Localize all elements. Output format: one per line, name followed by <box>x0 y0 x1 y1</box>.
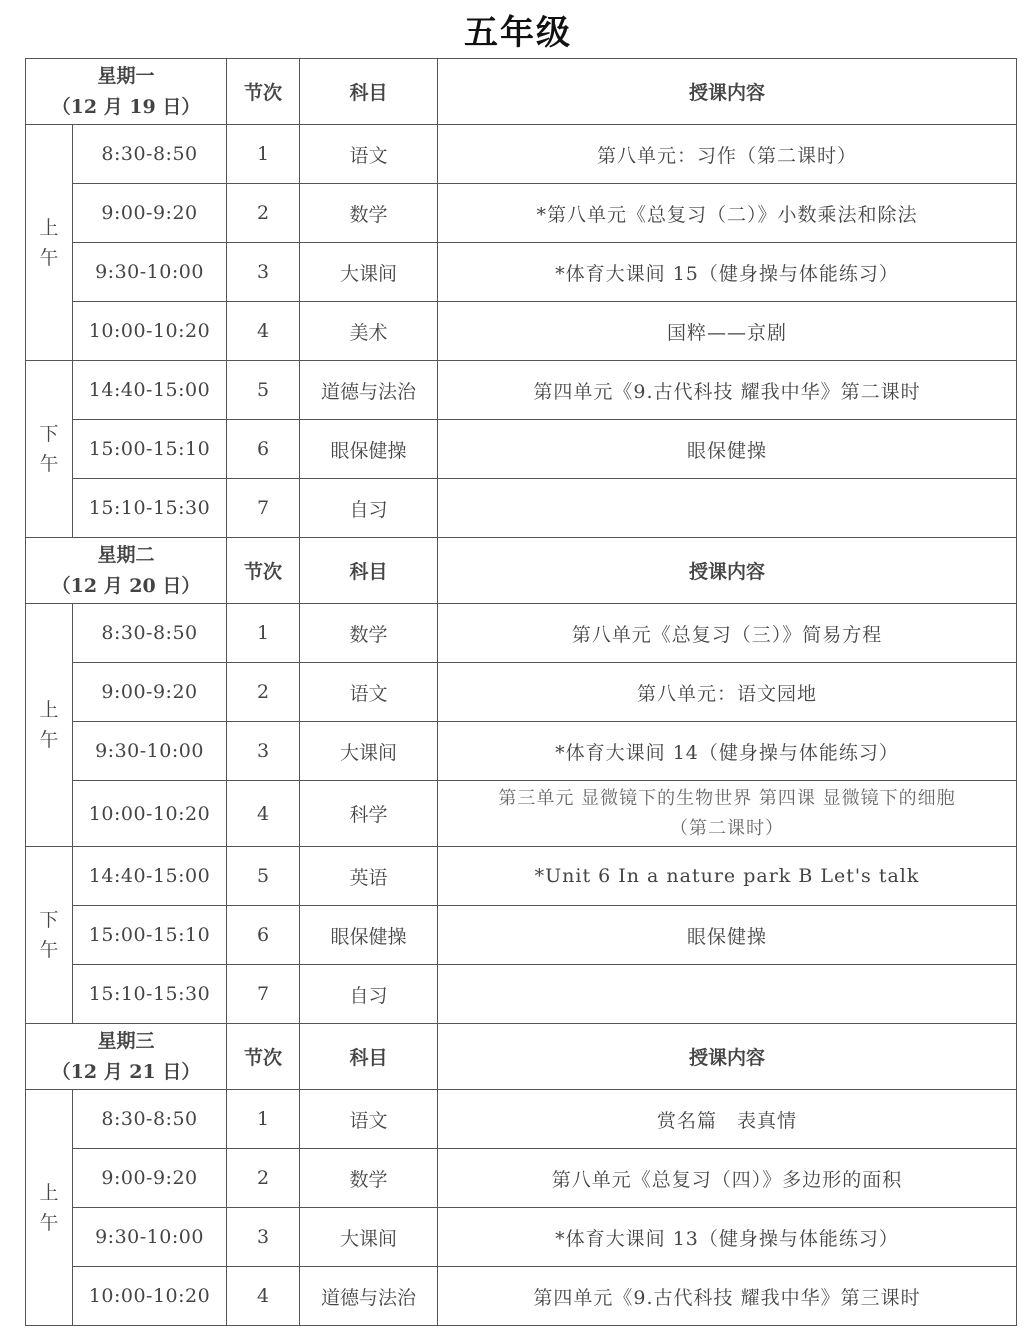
day-date: （12 月 20 日） <box>51 574 201 597</box>
content-cell <box>438 781 1017 847</box>
num-cell: 5 <box>227 847 300 906</box>
num-cell: 7 <box>227 479 300 538</box>
content-cell <box>438 479 1017 538</box>
page-title: 五年级 <box>464 13 572 53</box>
num-cell: 3 <box>227 1208 300 1267</box>
subject-cell: 英语 <box>300 847 438 906</box>
num-cell: 5 <box>227 361 300 420</box>
num-cell: 7 <box>227 965 300 1024</box>
subject-cell: 眼保健操 <box>300 906 438 965</box>
subject-cell: 语文 <box>300 663 438 722</box>
subject-cell: 数学 <box>300 604 438 663</box>
day-name: 星期三 <box>97 1029 155 1052</box>
subject-cell: 语文 <box>300 125 438 184</box>
table-row <box>26 420 1017 479</box>
header-subject: 科目 <box>300 1024 438 1090</box>
content-cell: 第八单元《总复习（三）》简易方程 <box>438 604 1017 663</box>
day-cell <box>26 538 227 604</box>
header-content: 授课内容 <box>438 1024 1017 1090</box>
time-cell: 15:00-15:10 <box>73 906 227 965</box>
header-subject: 科目 <box>300 59 438 125</box>
header-content: 授课内容 <box>438 59 1017 125</box>
num-cell: 6 <box>227 420 300 479</box>
day-header-row <box>26 1024 1017 1090</box>
content-cell: *体育大课间 13（健身操与体能练习） <box>438 1208 1017 1267</box>
schedule-table <box>25 58 1017 1326</box>
day-date: （12 月 21 日） <box>51 1060 201 1083</box>
content-cell: 国粹——京剧 <box>438 302 1017 361</box>
time-cell: 9:00-9:20 <box>73 1149 227 1208</box>
day-date: （12 月 19 日） <box>51 95 201 118</box>
table-row <box>26 479 1017 538</box>
num-cell: 6 <box>227 906 300 965</box>
time-cell: 15:00-15:10 <box>73 420 227 479</box>
content-cell: 第四单元《9.古代科技 耀我中华》第二课时 <box>438 361 1017 420</box>
table-row <box>26 1267 1017 1326</box>
subject-cell: 大课间 <box>300 243 438 302</box>
content-cell: 第八单元：习作（第二课时） <box>438 125 1017 184</box>
time-cell: 8:30-8:50 <box>73 604 227 663</box>
num-cell: 3 <box>227 722 300 781</box>
num-cell: 1 <box>227 1090 300 1149</box>
time-cell: 8:30-8:50 <box>73 125 227 184</box>
time-cell: 9:30-10:00 <box>73 1208 227 1267</box>
subject-cell: 数学 <box>300 1149 438 1208</box>
table-row <box>26 1090 1017 1149</box>
table-row <box>26 781 1017 847</box>
num-cell: 1 <box>227 604 300 663</box>
num-cell: 2 <box>227 663 300 722</box>
period-morning: 上 午 <box>26 604 73 847</box>
period-morning: 上 午 <box>26 1090 73 1326</box>
header-content: 授课内容 <box>438 538 1017 604</box>
period-afternoon: 下 午 <box>26 847 73 1024</box>
content-cell: 眼保健操 <box>438 906 1017 965</box>
table-row <box>26 906 1017 965</box>
table-row <box>26 361 1017 420</box>
content-cell <box>438 965 1017 1024</box>
time-cell: 9:00-9:20 <box>73 184 227 243</box>
time-cell: 15:10-15:30 <box>73 965 227 1024</box>
content-line-2: （第二课时） <box>670 817 785 839</box>
header-period-num: 节次 <box>227 1024 300 1090</box>
time-cell: 10:00-10:20 <box>73 781 227 847</box>
subject-cell: 大课间 <box>300 1208 438 1267</box>
day-cell <box>26 1024 227 1090</box>
subject-cell: 道德与法治 <box>300 1267 438 1326</box>
day-cell <box>26 59 227 125</box>
num-cell: 2 <box>227 184 300 243</box>
period-afternoon: 下 午 <box>26 361 73 538</box>
period-morning: 上 午 <box>26 125 73 361</box>
content-cell: *体育大课间 14（健身操与体能练习） <box>438 722 1017 781</box>
table-row <box>26 965 1017 1024</box>
subject-cell: 道德与法治 <box>300 361 438 420</box>
day-name: 星期一 <box>97 64 155 87</box>
num-cell: 1 <box>227 125 300 184</box>
content-cell: *第八单元《总复习（二）》小数乘法和除法 <box>438 184 1017 243</box>
table-row <box>26 1149 1017 1208</box>
time-cell: 15:10-15:30 <box>73 479 227 538</box>
time-cell: 8:30-8:50 <box>73 1090 227 1149</box>
subject-cell: 自习 <box>300 479 438 538</box>
day-name: 星期二 <box>97 543 155 566</box>
table-row <box>26 125 1017 184</box>
num-cell: 4 <box>227 781 300 847</box>
time-cell: 9:30-10:00 <box>73 243 227 302</box>
num-cell: 3 <box>227 243 300 302</box>
time-cell: 14:40-15:00 <box>73 847 227 906</box>
time-cell: 10:00-10:20 <box>73 1267 227 1326</box>
table-row <box>26 184 1017 243</box>
subject-cell: 眼保健操 <box>300 420 438 479</box>
table-row <box>26 1208 1017 1267</box>
subject-cell: 语文 <box>300 1090 438 1149</box>
time-cell: 14:40-15:00 <box>73 361 227 420</box>
day-header-row <box>26 538 1017 604</box>
table-row <box>26 302 1017 361</box>
num-cell: 2 <box>227 1149 300 1208</box>
time-cell: 9:00-9:20 <box>73 663 227 722</box>
subject-cell: 自习 <box>300 965 438 1024</box>
subject-cell: 数学 <box>300 184 438 243</box>
subject-cell: 美术 <box>300 302 438 361</box>
table-row <box>26 604 1017 663</box>
header-period-num: 节次 <box>227 538 300 604</box>
table-row <box>26 663 1017 722</box>
subject-cell: 科学 <box>300 781 438 847</box>
content-cell: *体育大课间 15（健身操与体能练习） <box>438 243 1017 302</box>
content-line-1: 第三单元 显微镜下的生物世界 第四课 显微镜下的细胞 <box>498 787 956 809</box>
content-cell: 眼保健操 <box>438 420 1017 479</box>
num-cell: 4 <box>227 1267 300 1326</box>
num-cell: 4 <box>227 302 300 361</box>
table-row <box>26 243 1017 302</box>
day-header-row <box>26 59 1017 125</box>
subject-cell: 大课间 <box>300 722 438 781</box>
header-period-num: 节次 <box>227 59 300 125</box>
content-cell: 第八单元《总复习（四）》多边形的面积 <box>438 1149 1017 1208</box>
content-cell: 第四单元《9.古代科技 耀我中华》第三课时 <box>438 1267 1017 1326</box>
content-cell: *Unit 6 In a nature park B Let's talk <box>438 847 1017 906</box>
content-cell: 赏名篇 表真情 <box>438 1090 1017 1149</box>
table-row <box>26 722 1017 781</box>
time-cell: 10:00-10:20 <box>73 302 227 361</box>
content-cell: 第八单元：语文园地 <box>438 663 1017 722</box>
time-cell: 9:30-10:00 <box>73 722 227 781</box>
table-row <box>26 847 1017 906</box>
header-subject: 科目 <box>300 538 438 604</box>
